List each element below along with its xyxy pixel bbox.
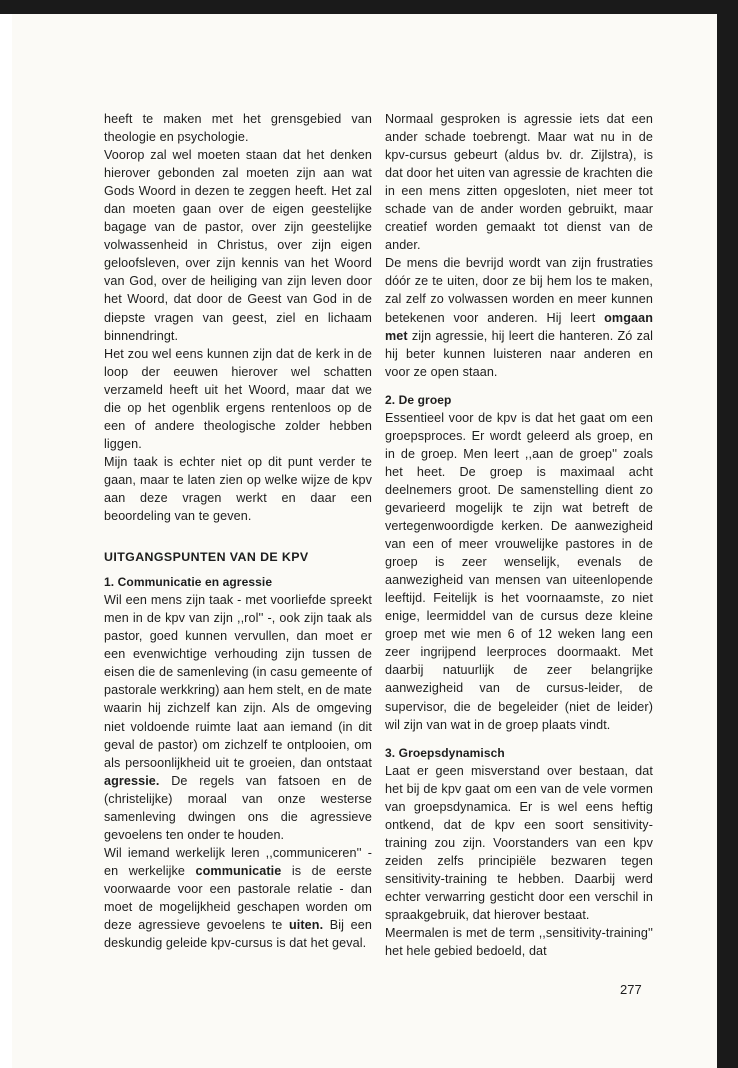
paragraph: Normaal gesproken is agressie iets dat een ander schade toebrengt. Maar wat nu in de kpv-cursus gebeurt (aldus bv. dr. Zijlstra), is dat door het uiten van agressie de krachten die in een mens zitten opgesloten, niet meer tot schade van de ander worden gebruikt, maar creatief worden gemaakt tot dienst van de ander. xyxy=(385,112,653,253)
paragraph: Laat er geen misverstand over bestaan, dat het bij de kpv gaat om een van de vele vormen van groepsdynamica. Er is wel eens heftig ontkend, dat de kpv een soort sensitivity-training zou zijn. Voorstanders van een kpv zeiden zelfs principiële bezwaren tegen sensitivity-training te hebben. Daarbij werd echter verwarring gesticht door een verschil in spraakgebruik, dat hierover bestaat. xyxy=(385,763,653,923)
paragraph: Essentieel voor de kpv is dat het gaat om een groepsproces. Er wordt geleerd als groep, en in de groep. Men leert ,,aan de groep'' zoals het heet. De groep is maximaal acht deelnemers groot. De samenstelling dient zo gevarieerd mogelijk te zijn wat betreft de vertegenwoordigde kerken. De aanwezigheid van een of meer vrouwelijke pastores in de groep is zeer wenselijk, evenals de aanwezigheid van mensen van uiteenlopende leeftijd. Feitelijk is het voornaamste, zo niet enige, leermiddel van de cursus deze kleine groep met wie men 6 of 12 weken lang een zeer ingrijpend leerproces doormaakt. Met daarbij natuurlijk de zeer belangrijke aanwezigheid van de cursus-leider, de supervisor, die de begeleider (niet de leider) wil zijn van wat in de groep plaats vindt. xyxy=(385,410,653,732)
paragraph: Voorop zal wel moeten staan dat het denken hierover gebonden zal moeten zijn aan wat Gods Woord in dezen te zeggen heeft. Het zal dan moeten gaan over de eigen geestelijke bagage van de pastor, over zijn geestelijke volwassenheid in Christus, over zijn eigen geloofsleven, over zijn kennis van het Woord van God, over de heiliging van zijn leven door het Woord, dat door de Geest van God in de diepste vragen van geest, ziel en lichaam binnendringt. xyxy=(104,148,372,343)
left-column xyxy=(104,110,372,952)
paragraph: Het zou wel eens kunnen zijn dat de kerk in de loop der eeuwen hierover wel schatten verzameld heeft uit het Woord, maar dat we die op het ogenblik ergens rentenloos op de een of andere theologische zolder hebben liggen. xyxy=(104,346,372,451)
paragraph: Mijn taak is echter niet op dit punt verder te gaan, maar te laten zien op welke wijze de kpv aan deze vragen werkt en daar een beoordeling van te geven. xyxy=(104,454,372,524)
subheading: 3. Groepsdynamisch xyxy=(385,745,505,760)
subheading: 2. De groep xyxy=(385,392,452,407)
paragraph: Wil iemand werkelijk leren ,,communiceren'' - en werkelijke communicatie is de eerste voorwaarde voor een pastorale relatie - dan moet de mogelijkheid geschapen worden om deze agressieve gevoelens te uiten. Bij een deskundig geleide kpv-cursus is dat het geval. xyxy=(104,845,372,951)
paragraph: Wil een mens zijn taak - met voorliefde spreekt men in de kpv van zijn ,,rol'' -, ook zijn taak als pastor, goed kunnen vervullen, dan moet er een evenwichtige verhouding zijn tussen de eisen die de samenleving (in casu gemeente of pastorale werkkring) aan hem stelt, en de mate waarin hij zichzelf kan zijn. Als de omgeving niet voldoende ruimte laat aan iemand (in dit geval de pastor) om zichzelf te ontplooien, om als persoonlijkheid uit te groeien, dan ontstaat agressie. De regels van fatsoen en de (christelijke) moraal van onze westerse samenleving dwingen ons die agressieve gevoelens ten onder te houden. xyxy=(104,593,372,842)
right-column xyxy=(385,110,653,960)
paragraph: De mens die bevrijd wordt van zijn frustraties dóór ze te uiten, door ze bij hem los te maken, zal zelf zo volwassen worden en meer kunnen betekenen voor anderen. Hij leert omgaan met zijn agressie, hij leert die hanteren. Zó zal hij beter kunnen luisteren naar anderen en voor ze open staan. xyxy=(385,256,653,379)
section-title: UITGANGSPUNTEN VAN DE KPV xyxy=(104,550,309,565)
subheading: 1. Communicatie en agressie xyxy=(104,575,273,590)
book-page xyxy=(12,14,717,1068)
scan-border-top xyxy=(0,0,738,14)
paragraph: Meermalen is met de term ,,sensitivity-training'' het hele gebied bedoeld, dat xyxy=(385,926,653,959)
paragraph: heeft te maken met het grensgebied van theologie en psychologie. xyxy=(104,112,372,145)
scan-border-right xyxy=(717,0,738,1068)
page-number: 277 xyxy=(620,982,642,997)
